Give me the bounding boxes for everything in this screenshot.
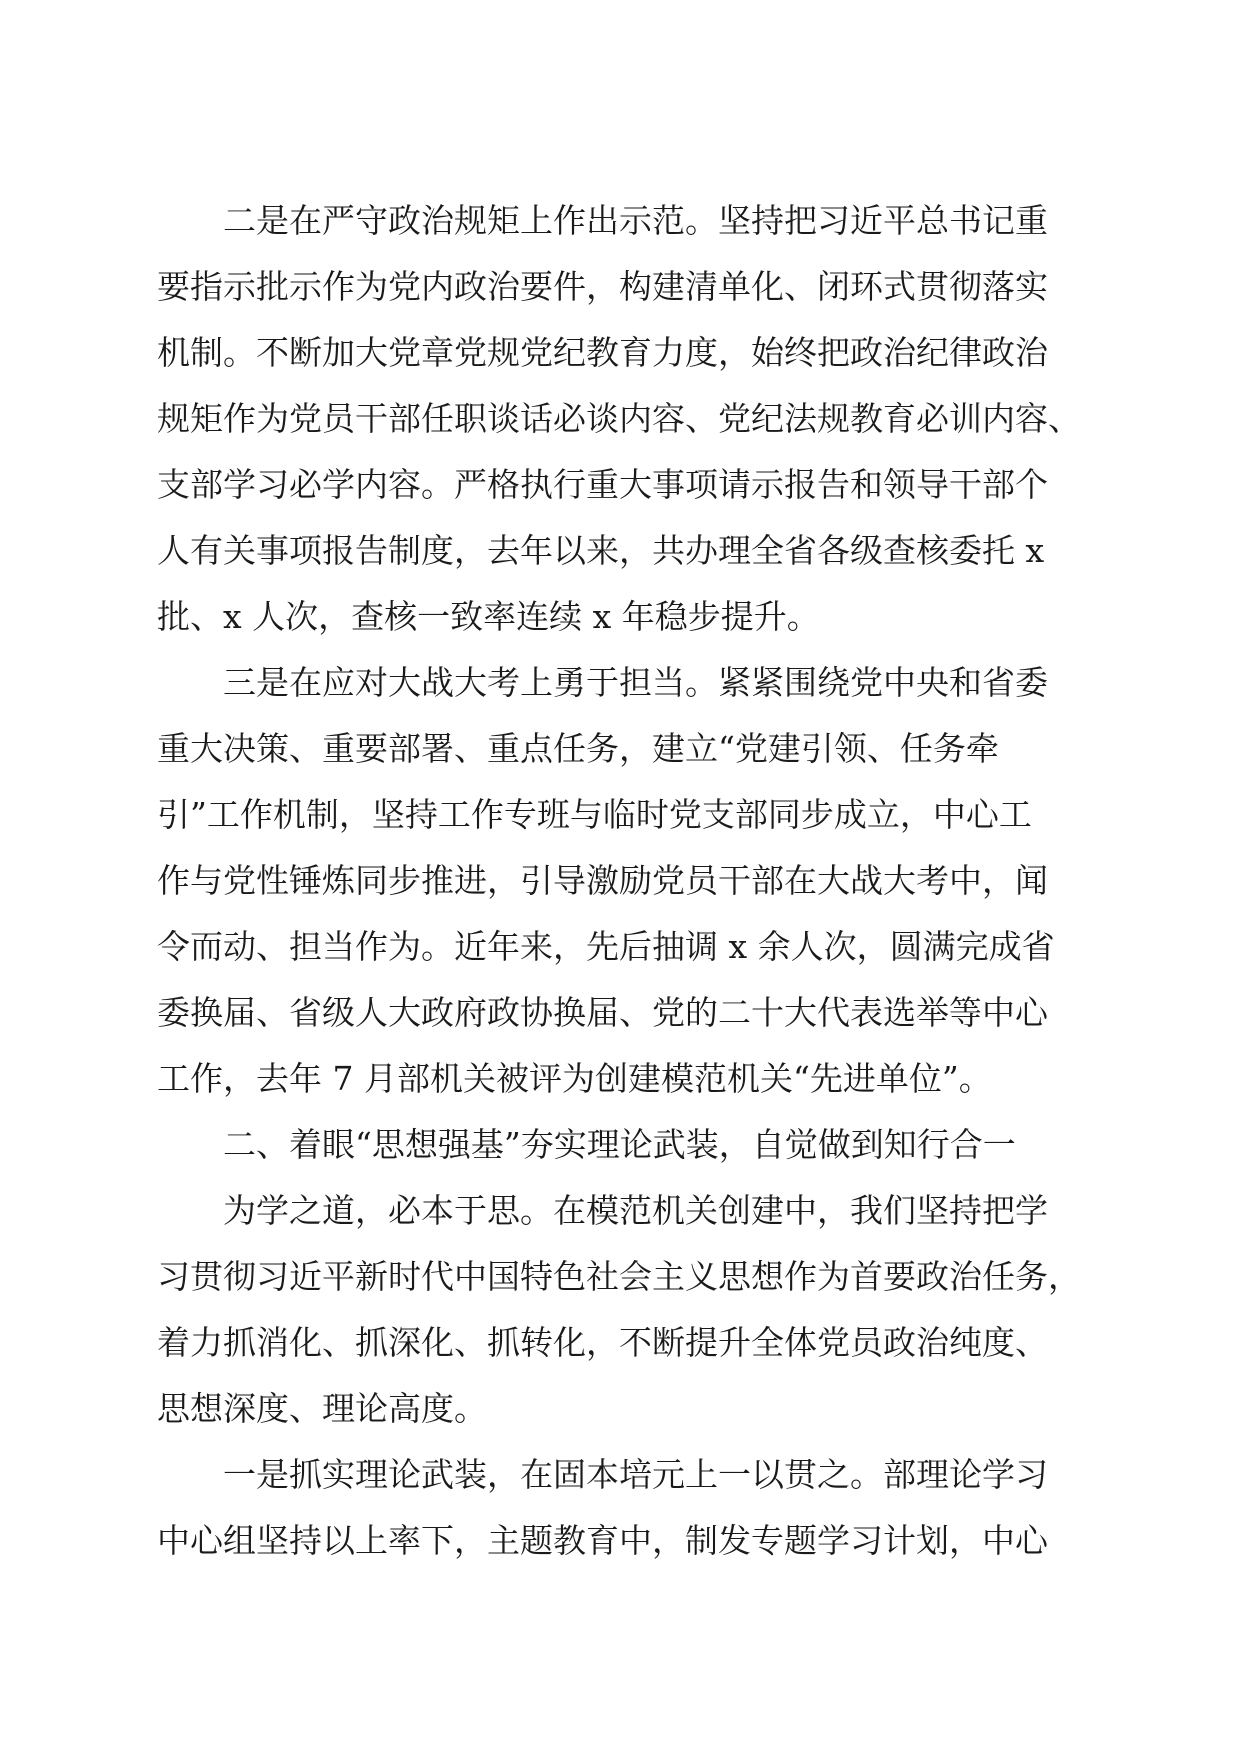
paragraph-line: 重大决策、重要部署、重点任务，建立“党建引领、任务牵 <box>157 729 999 768</box>
paragraph-line: 作与党性锤炼同步推进，引导激励党员干部在大战大考中，闻 <box>157 861 1048 900</box>
paragraph-line: 一是抓实理论武装，在固本培元上一以贯之。部理论学习 <box>223 1455 1048 1494</box>
paragraph-line: 规矩作为党员干部任职谈话必谈内容、党纪法规教育必训内容、 <box>157 399 1081 438</box>
paragraph-line: 引”工作机制，坚持工作专班与临时党支部同步成立，中心工 <box>157 795 1032 834</box>
paragraph-line: 三是在应对大战大考上勇于担当。紧紧围绕党中央和省委 <box>223 663 1048 702</box>
paragraph-line: 习贯彻习近平新时代中国特色社会主义思想作为首要政治任务， <box>157 1257 1081 1296</box>
paragraph-line: 二是在严守政治规矩上作出示范。坚持把习近平总书记重 <box>223 201 1048 240</box>
paragraph-line: 要指示批示作为党内政治要件，构建清单化、闭环式贯彻落实 <box>157 267 1048 306</box>
paragraph-line: 为学之道，必本于思。在模范机关创建中，我们坚持把学 <box>223 1191 1048 1230</box>
section-heading: 二、着眼“思想强基”夯实理论武装，自觉做到知行合一 <box>223 1125 1016 1164</box>
paragraph-line: 令而动、担当作为。近年来，先后抽调 x 余人次，圆满完成省 <box>157 927 1055 966</box>
paragraph-line: 批、x 人次，查核一致率连续 x 年稳步提升。 <box>157 597 820 636</box>
paragraph-line: 中心组坚持以上率下，主题教育中，制发专题学习计划，中心 <box>157 1521 1048 1560</box>
paragraph-line: 着力抓消化、抓深化、抓转化，不断提升全体党员政治纯度、 <box>157 1323 1048 1362</box>
document-body <box>157 188 1097 1574</box>
paragraph-line: 思想深度、理论高度。 <box>157 1389 487 1428</box>
paragraph-line: 委换届、省级人大政府政协换届、党的二十大代表选举等中心 <box>157 993 1048 1032</box>
paragraph-line: 支部学习必学内容。严格执行重大事项请示报告和领导干部个 <box>157 465 1048 504</box>
paragraph-line: 工作，去年 7 月部机关被评为创建模范机关“先进单位”。 <box>157 1059 992 1098</box>
paragraph-line: 人有关事项报告制度，去年以来，共办理全省各级查核委托 x <box>157 531 1045 570</box>
paragraph-line: 机制。不断加大党章党规党纪教育力度，始终把政治纪律政治 <box>157 333 1048 372</box>
